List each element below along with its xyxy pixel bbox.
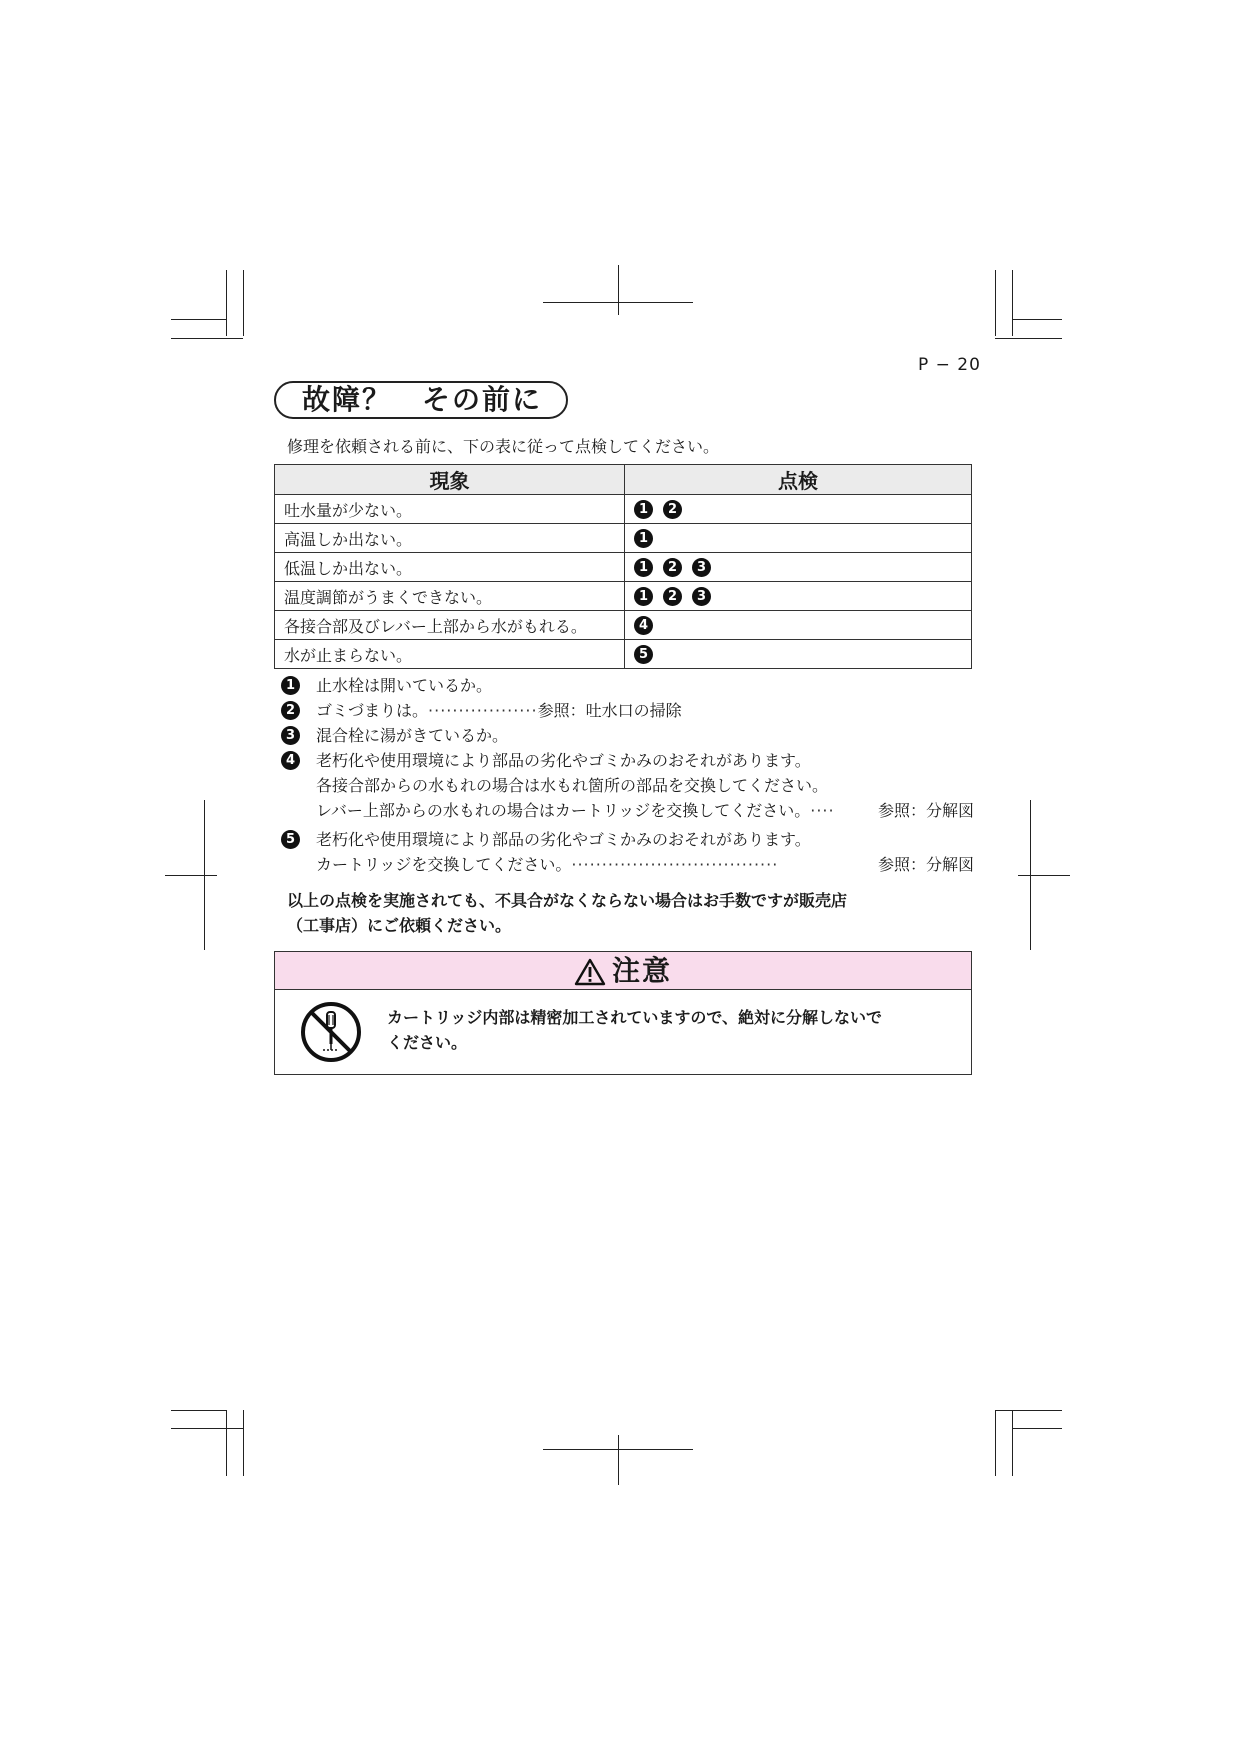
check-cell — [625, 553, 972, 582]
note-3 — [281, 723, 981, 748]
note-text: 混合栓に湯がきているか。 — [316, 726, 509, 745]
check-cell — [625, 640, 972, 669]
note-4-line-3 — [281, 798, 981, 823]
note-reference: 参照：分解図 — [877, 855, 974, 874]
symptom-cell: 吐水量が少ない。 — [275, 495, 625, 524]
note-text — [316, 698, 682, 723]
summary-text — [287, 888, 847, 938]
table-row — [275, 611, 972, 640]
note-text: 止水栓は開いているか。 — [316, 676, 493, 695]
note-text: 各接合部からの水もれの場合は水もれ箇所の部品を交換してください。 — [316, 776, 829, 795]
check-number-badge: 2 — [663, 558, 682, 577]
check-number-badge: 1 — [634, 558, 653, 577]
check-number-badge: 4 — [634, 616, 653, 635]
note-number-badge: 4 — [281, 751, 300, 770]
note-reference: 参照：吐水口の掃除 — [537, 701, 682, 720]
check-number-badge: 1 — [634, 500, 653, 519]
header-check: 点検 — [625, 465, 972, 495]
note-text-main: ゴミづまりは。 — [316, 701, 429, 720]
note-number-badge: 5 — [281, 830, 300, 849]
page-title: 故障？ その前に — [274, 381, 568, 419]
check-number-badge: 2 — [663, 500, 682, 519]
check-number-badge: 1 — [634, 529, 653, 548]
check-number-badge: 3 — [692, 558, 711, 577]
notes-list — [281, 673, 981, 877]
header-symptom: 現象 — [275, 465, 625, 495]
caution-box — [274, 951, 972, 1075]
check-cell — [625, 582, 972, 611]
note-4-line-2 — [281, 773, 981, 798]
check-cell — [625, 524, 972, 553]
note-5-line-2 — [281, 852, 981, 877]
note-number-badge: 1 — [281, 676, 300, 695]
leader-dots: ·················· — [428, 701, 538, 720]
table-row — [275, 495, 972, 524]
caution-line: ください。 — [387, 1033, 468, 1052]
check-number-badge: 2 — [663, 587, 682, 606]
note-4 — [281, 748, 981, 773]
note-text — [316, 852, 778, 877]
note-reference: 参照：分解図 — [877, 801, 974, 820]
symptom-cell: 水が止まらない。 — [275, 640, 625, 669]
page-number: P − 20 — [918, 355, 981, 375]
check-number-badge: 3 — [692, 587, 711, 606]
note-text: 老朽化や使用環境により部品の劣化やゴミかみのおそれがあります。 — [316, 751, 811, 770]
note-2 — [281, 698, 981, 723]
no-disassembly-icon — [299, 1000, 363, 1068]
symptom-cell: 各接合部及びレバー上部から水がもれる。 — [275, 611, 625, 640]
check-number-badge: 5 — [634, 645, 653, 664]
symptom-cell: 高温しか出ない。 — [275, 524, 625, 553]
leader-dots: ···· — [810, 801, 835, 820]
summary-line: 以上の点検を実施されても、不具合がなくならない場合はお手数ですが販売店 — [287, 891, 848, 910]
note-number-badge: 3 — [281, 726, 300, 745]
note-text: 老朽化や使用環境により部品の劣化やゴミかみのおそれがあります。 — [316, 830, 811, 849]
table-row — [275, 524, 972, 553]
check-number-badge: 1 — [634, 587, 653, 606]
summary-line: （工事店）にご依頼ください。 — [287, 916, 512, 935]
caution-line: カートリッジ内部は精密加工されていますので、絶対に分解しないで — [387, 1008, 883, 1027]
intro-text: 修理を依頼される前に、下の表に従って点検してください。 — [287, 437, 720, 456]
troubleshooting-table — [274, 464, 972, 669]
leader-dots: ·································· — [571, 855, 779, 874]
note-1 — [281, 673, 981, 698]
table-row — [275, 582, 972, 611]
symptom-cell: 低温しか出ない。 — [275, 553, 625, 582]
note-text-main: カートリッジを交換してください。 — [316, 855, 572, 874]
note-number-badge: 2 — [281, 701, 300, 720]
check-cell — [625, 611, 972, 640]
table-header-row — [275, 465, 972, 495]
symptom-cell: 温度調節がうまくできない。 — [275, 582, 625, 611]
note-text-main: レバー上部からの水もれの場合はカートリッジを交換してください。 — [316, 801, 811, 820]
caution-text — [387, 1005, 947, 1055]
caution-header — [275, 952, 971, 990]
note-text — [316, 798, 835, 823]
caution-heading: 注意 — [611, 954, 672, 987]
table-row — [275, 640, 972, 669]
warning-triangle-icon — [574, 958, 606, 986]
check-cell — [625, 495, 972, 524]
note-5 — [281, 827, 981, 852]
table-row — [275, 553, 972, 582]
